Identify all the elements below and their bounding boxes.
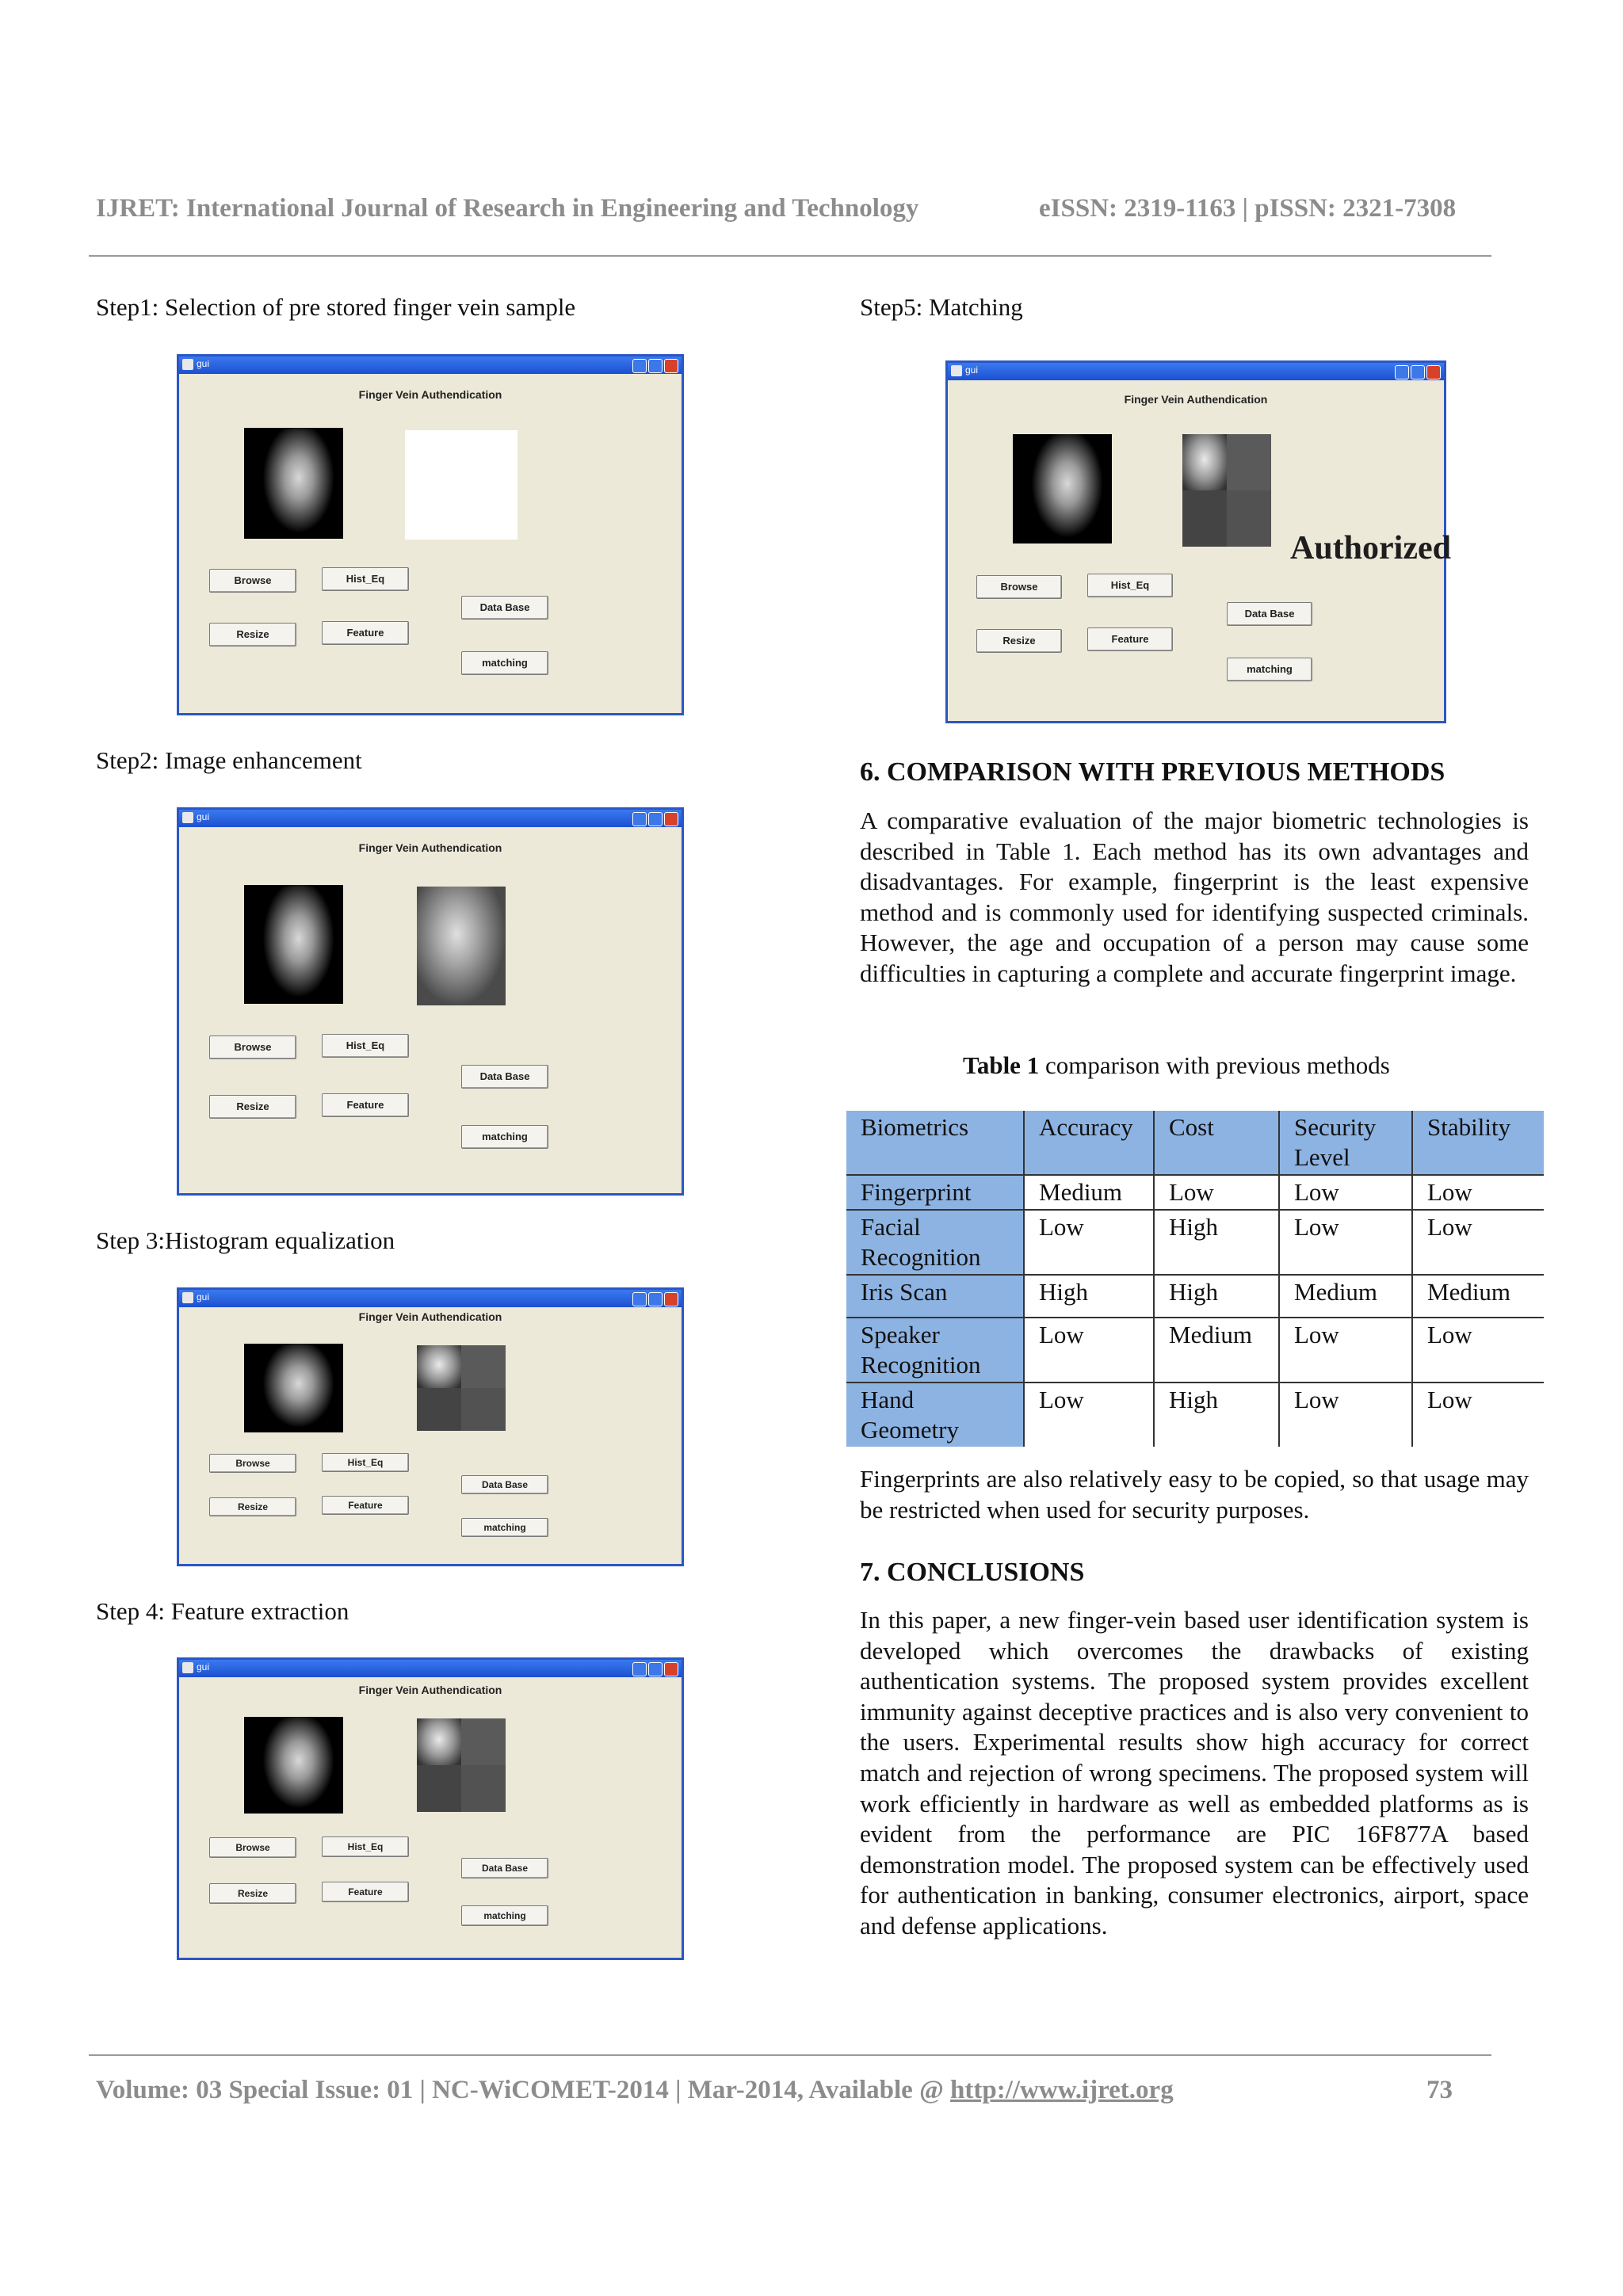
table-cell: Facial Recognition [846,1210,1024,1275]
app-icon [182,359,193,370]
gui-heading: Finger Vein Authendication [358,1684,502,1696]
table-row [846,1383,1544,1447]
table-cell: High [1154,1210,1279,1275]
window-titlebar [179,357,682,374]
maximize-icon[interactable] [1411,365,1425,379]
close-icon[interactable] [664,1662,678,1676]
gui-heading: Finger Vein Authendication [1124,393,1268,406]
minimize-icon[interactable] [632,1292,647,1306]
database-button[interactable]: Data Base [461,1475,548,1494]
matched-image [1182,434,1271,547]
matching-button[interactable]: matching [461,651,548,675]
gui-window-step3 [177,1287,684,1566]
finger-sample-image [244,1717,343,1814]
table-header-cell: Security Level [1279,1111,1412,1175]
page-number: 73 [1426,2076,1453,2104]
feature-button[interactable]: Feature [1087,627,1173,651]
gui-window-step1 [177,354,684,715]
app-icon [182,1292,193,1303]
table-cell: Low [1024,1210,1154,1275]
footer-rule [89,2054,1491,2056]
window-title: gui [197,1291,210,1302]
database-button[interactable]: Data Base [1227,602,1312,626]
close-icon[interactable] [664,1292,678,1306]
app-icon [182,812,193,823]
table-row [846,1275,1544,1318]
table-cell: Medium [1024,1175,1154,1210]
maximize-icon[interactable] [648,1292,663,1306]
table-cell: Low [1279,1318,1412,1383]
output-image-blank [405,430,517,540]
table-cell: Fingerprint [846,1175,1024,1210]
table-cell: Medium [1412,1275,1544,1318]
hist-eq-button[interactable]: Hist_Eq [322,567,409,591]
step3-caption: Step 3:Histogram equalization [96,1226,395,1254]
matching-button[interactable]: matching [1227,658,1312,681]
table-row [846,1175,1544,1210]
close-icon[interactable] [664,359,678,373]
finger-sample-image [244,428,343,539]
table-cell: Medium [1279,1275,1412,1318]
minimize-icon[interactable] [632,359,647,373]
feature-button[interactable]: Feature [322,621,409,645]
browse-button[interactable]: Browse [976,575,1062,599]
resize-button[interactable]: Resize [209,1095,296,1119]
window-title: gui [197,1661,210,1672]
table-cell: Low [1024,1383,1154,1447]
matching-button[interactable]: matching [461,1518,548,1537]
minimize-icon[interactable] [1395,365,1409,379]
table-cell: Speaker Recognition [846,1318,1024,1383]
step1-caption: Step1: Selection of pre stored finger vein sample [96,293,576,321]
browse-button[interactable]: Browse [209,1454,296,1473]
enhanced-image [417,887,506,1005]
maximize-icon[interactable] [648,812,663,826]
table-cell: Low [1412,1175,1544,1210]
gui-heading: Finger Vein Authendication [358,388,502,401]
section6-heading: 6. COMPARISON WITH PREVIOUS METHODS [860,757,1445,787]
table-header-cell: Biometrics [846,1111,1024,1175]
window-title: gui [197,811,210,822]
issn-info: eISSN: 2319-1163 | pISSN: 2321-7308 [1039,194,1457,223]
after-table-paragraph: Fingerprints are also relatively easy to be copied, so that usage may be restricted when used for security purposes. [860,1465,1529,1524]
table-header-cell: Stability [1412,1111,1544,1175]
finger-sample-image [244,1344,343,1432]
step5-caption: Step5: Matching [860,293,1023,321]
feature-image [417,1718,506,1812]
feature-button[interactable]: Feature [322,1093,409,1117]
section6-paragraph: A comparative evaluation of the major biometric technologies is described in Table 1. Each method has its own advantages and disadvantages. For example, fingerprint is the least expensive method and is commonly used for identifying suspected criminals. However, the age and occupation of a person may cause some difficulties in capturing a complete and accurate fingerprint image. [860,807,1529,987]
table-cell: Low [1279,1210,1412,1275]
minimize-icon[interactable] [632,1662,647,1676]
table-header-cell: Accuracy [1024,1111,1154,1175]
feature-button[interactable]: Feature [322,1882,409,1902]
window-titlebar [179,1290,682,1307]
table-cell: Medium [1154,1318,1279,1383]
hist-eq-button[interactable]: Hist_Eq [322,1453,409,1472]
running-footer [96,2076,1174,2105]
window-titlebar [179,810,682,827]
resize-button[interactable]: Resize [209,1497,296,1516]
finger-sample-image [244,885,343,1004]
table-cell: High [1154,1383,1279,1447]
comparison-table [846,1111,1544,1447]
table-cell: Low [1412,1210,1544,1275]
hist-eq-button[interactable]: Hist_Eq [1087,574,1173,597]
table-cell: Low [1279,1383,1412,1447]
journal-name: IJRET: International Journal of Research in Engineering and Technology [96,194,919,223]
table-header-cell: Cost [1154,1111,1279,1175]
table-cell: Low [1412,1318,1544,1383]
table1-caption-text: comparison with previous methods [1039,1051,1390,1079]
table-cell: Iris Scan [846,1275,1024,1318]
table-cell: Low [1154,1175,1279,1210]
close-icon[interactable] [664,812,678,826]
resize-button[interactable]: Resize [976,629,1062,653]
table-cell: Low [1427,1386,1472,1413]
journal-link[interactable]: http://www.ijret.org [950,2076,1174,2104]
app-icon [182,1662,193,1673]
footer-text: Volume: 03 Special Issue: 01 | NC-WiCOMET-2014 | Mar-2014, Available @ [96,2076,951,2104]
table-cell: Low [1024,1318,1154,1383]
minimize-icon[interactable] [632,812,647,826]
table1-caption [963,1051,1390,1080]
database-button[interactable]: Data Base [461,1858,548,1878]
step4-caption: Step 4: Feature extraction [96,1597,349,1625]
gui-window-step5 [945,360,1451,723]
maximize-icon[interactable] [648,359,663,373]
step2-caption: Step2: Image enhancement [96,746,362,774]
browse-button[interactable]: Browse [209,569,296,593]
browse-button[interactable]: Browse [209,1035,296,1059]
authorized-label: Authorized [1290,530,1451,566]
table-header-row [846,1111,1544,1175]
window-titlebar [948,363,1444,380]
window-titlebar [179,1660,682,1677]
gui-window-step2 [177,807,684,1196]
resize-button[interactable]: Resize [209,1883,296,1904]
database-button[interactable]: Data Base [461,596,548,620]
feature-button[interactable]: Feature [322,1496,409,1515]
database-button[interactable]: Data Base [461,1065,548,1089]
gui-window-step4 [177,1657,684,1960]
running-header [96,194,1457,223]
gui-heading: Finger Vein Authendication [358,1310,502,1323]
table-cell: Low [1279,1175,1412,1210]
window-title: gui [965,364,979,376]
header-rule [89,255,1491,257]
conclusions-paragraph: In this paper, a new finger-vein based user identification system is developed which overcomes the drawbacks of existing authentication systems. The proposed system provides excellent immunity against deceptive practices and is also very convenient to the users. Experimental results show high accuracy for correct match and rejection of wrong specimens. The proposed system will work efficiently in hardware as well as embedded platforms as is evident from the performance are PIC 16F877A based demonstration model. The proposed system can be effectively used for authentication in banking, consumer electronics, airport, space and defense applications. [860,1606,1529,1939]
window-title: gui [197,358,210,369]
table-row [846,1210,1544,1275]
browse-button[interactable]: Browse [209,1837,296,1858]
app-icon [951,365,962,376]
hist-eq-button[interactable]: Hist_Eq [322,1836,409,1857]
table-cell: Hand Geometry [846,1383,1024,1447]
table-row [846,1318,1544,1383]
section7-heading: 7. CONCLUSIONS [860,1558,1085,1587]
table-cell: High [1154,1275,1279,1318]
matching-button[interactable]: matching [461,1905,548,1926]
resize-button[interactable]: Resize [209,623,296,646]
maximize-icon[interactable] [648,1662,663,1676]
table1-caption-label: Table 1 [963,1051,1040,1079]
hist-eq-button[interactable]: Hist_Eq [322,1034,409,1058]
histogram-equalized-image [417,1345,506,1431]
table-cell: High [1024,1275,1154,1318]
finger-sample-image [1013,434,1112,543]
gui-heading: Finger Vein Authendication [358,841,502,854]
matching-button[interactable]: matching [461,1125,548,1149]
close-icon[interactable] [1426,365,1441,379]
